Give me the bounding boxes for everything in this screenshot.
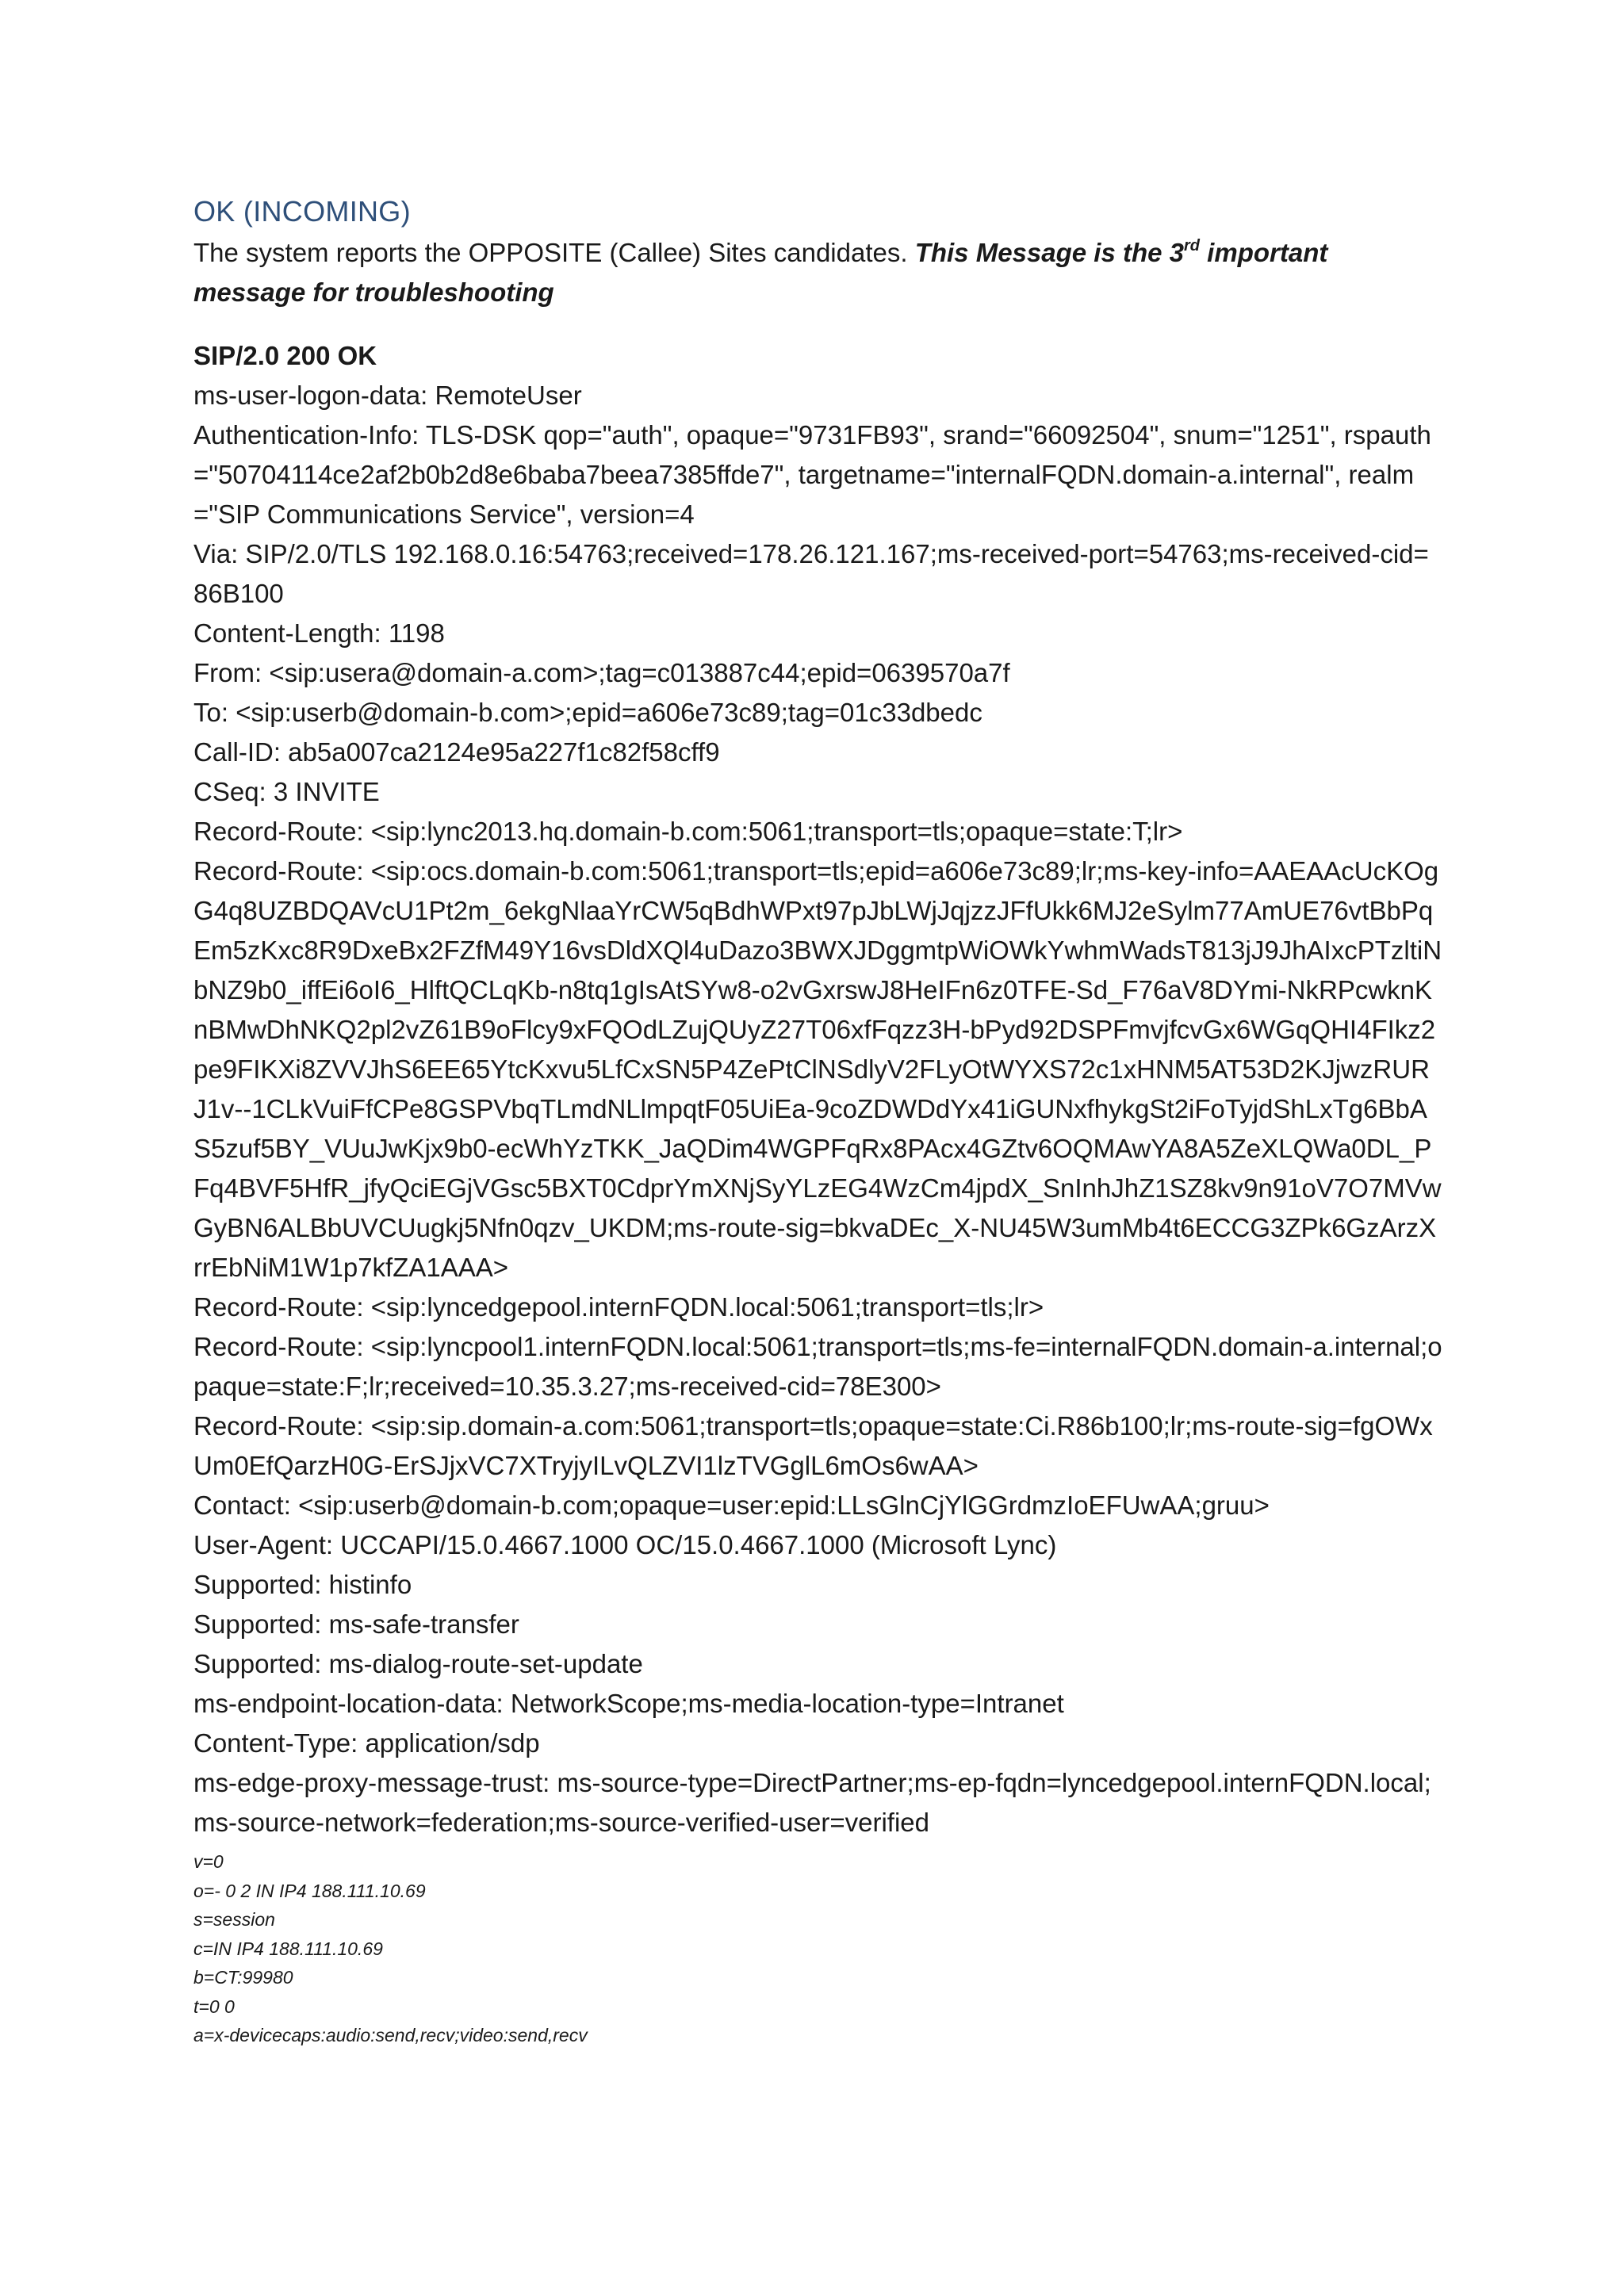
sip-header-line: Supported: ms-safe-transfer — [193, 1609, 519, 1639]
sip-header-line: ms-user-logon-data: RemoteUser — [193, 381, 582, 410]
sip-header-line: ms-endpoint-location-data: NetworkScope;ms-media-location-type=Intranet — [193, 1689, 1064, 1718]
sdp-body — [193, 1847, 1442, 2050]
sip-header-line: From: <sip:usera@domain-a.com>;tag=c013887c44;epid=0639570a7f — [193, 658, 1010, 687]
sip-header-line: Content-Type: application/sdp — [193, 1728, 540, 1758]
sdp-line: t=0 0 — [193, 1996, 235, 2017]
sip-header-line: Record-Route: <sip:ocs.domain-b.com:5061;transport=tls;epid=a606e73c89;lr;ms-key-info=AAEAAcUcKOgG4q8UZBDQAVcU1Pt2m_6ekgNlaaYrCW5qBdhWPxt97pJbLWjJqjzzJFfUkk6MJ2eSylm77AmUE76vtBbPqEm5zKxc8R9DxeBx2FZfM49Y16vsDldXQl4uDazo3BWXJDggmtpWiOWkYwhmWadsT813jJ9JhAIxcPTzltiNbNZ9b0_iffEi6oI6_HlftQCLqKb-n8tq1gIsAtSYw8-o2vGxrswJ8HeIFn6z0TFE-Sd_F76aV8DYmi-NkRPcwknKnBMwDhNKQ2pl2vZ61B9oFlcy9xFQOdLZujQUyZ27T06xfFqzz3H-bPyd92DSPFmvjfcvGx6WGqQHI4FIkz2pe9FIKXi8ZVVJhS6EE65YtcKxvu5LfCxSN5P4ZePtClNSdlyV2FLyOtWYXS72c1xHNM5AT53D2KJjwzRURJ1v--1CLkVuiFfCPe8GSPVbqTLmdNLlmpqtF05UiEa-9coZDWDdYx41iGUNxfhykgSt2iFoTyjdShLxTg6BbAS5zuf5BY_VUuJwKjx9b0-ecWhYzTKK_JaQDim4WGPFqRx8PAcx4GZtv6OQMAwYA8A5ZeXLQWa0DL_PFq4BVF5HfR_jfyQciEGjVGsc5BXT0CdprYmXNjSyYLzEG4WzCm4jpdX_SnInhJhZ1SZ8kv9n91oV7O7MVwGyBN6ALBbUVCUugkj5Nfn0qzv_UKDM;ms-route-sig=bkvaDEc_X-NU45W3umMb4t6ECCG3ZPk6GzArzXrrEbNiM1W1p7kfZA1AAA> — [193, 856, 1442, 1282]
sip-header-line: ms-edge-proxy-message-trust: ms-source-type=DirectPartner;ms-ep-fqdn=lyncedgepool.internFQDN.local;ms-source-network=federation;ms-source-verified-user=verified — [193, 1768, 1431, 1837]
sip-header-line: Content-Length: 1198 — [193, 618, 445, 648]
sip-header-line: Record-Route: <sip:sip.domain-a.com:5061;transport=tls;opaque=state:Ci.R86b100;lr;ms-route-sig=fgOWxUm0EfQarzH0G-ErSJjxVC7XTryjyILvQLZVI1lzTVGglL6mOs6wAA> — [193, 1411, 1433, 1480]
sip-status-line: SIP/2.0 200 OK — [193, 341, 377, 370]
sdp-line: v=0 — [193, 1851, 224, 1872]
document-content — [193, 192, 1442, 2050]
sip-header-line: Record-Route: <sip:lync2013.hq.domain-b.com:5061;transport=tls;opaque=state:T;lr> — [193, 817, 1183, 846]
sip-header-line: Authentication-Info: TLS-DSK qop="auth", opaque="9731FB93", srand="66092504", snum="1251", rspauth="50704114ce2af2b0b2d8e6baba7beea7385ffde7", targetname="internalFQDN.domain-a.internal", realm="SIP Communications Service", version=4 — [193, 420, 1431, 529]
sip-header-line: Record-Route: <sip:lyncpool1.internFQDN.local:5061;transport=tls;ms-fe=internalFQDN.domain-a.internal;opaque=state:F;lr;received=10.35.3.27;ms-received-cid=78E300> — [193, 1332, 1442, 1401]
sip-header-line: To: <sip:userb@domain-b.com>;epid=a606e73c89;tag=01c33dbedc — [193, 698, 982, 727]
sip-header-line: CSeq: 3 INVITE — [193, 777, 380, 806]
sip-header-line: Supported: ms-dialog-route-set-update — [193, 1649, 643, 1678]
sip-header-line: Via: SIP/2.0/TLS 192.168.0.16:54763;received=178.26.121.167;ms-received-port=54763;ms-received-cid=86B100 — [193, 539, 1429, 608]
intro-paragraph — [193, 233, 1442, 312]
section-heading: OK (INCOMING) — [193, 195, 411, 228]
sip-header-line: User-Agent: UCCAPI/15.0.4667.1000 OC/15.0.4667.1000 (Microsoft Lync) — [193, 1530, 1057, 1559]
intro-emphasis-after: important message for troubleshooting — [193, 238, 1328, 307]
sip-message — [193, 336, 1442, 2050]
sdp-line: s=session — [193, 1909, 275, 1930]
sip-header-line: Contact: <sip:userb@domain-b.com;opaque=user:epid:LLsGlnCjYlGGrdmzIoEFUwAA;gruu> — [193, 1490, 1270, 1520]
intro-plain-text: The system reports the OPPOSITE (Callee) Sites candidates. — [193, 238, 915, 267]
sdp-line: b=CT:99980 — [193, 1967, 293, 1988]
sdp-line: o=- 0 2 IN IP4 188.111.10.69 — [193, 1880, 426, 1901]
sip-header-line: Call-ID: ab5a007ca2124e95a227f1c82f58cff9 — [193, 737, 720, 767]
sip-header-line: Supported: histinfo — [193, 1570, 412, 1599]
intro-ordinal-superscript: rd — [1184, 237, 1201, 254]
sip-header-line: Record-Route: <sip:lyncedgepool.internFQDN.local:5061;transport=tls;lr> — [193, 1292, 1044, 1322]
intro-emphasis-before: This Message is the 3 — [914, 238, 1185, 267]
sdp-line: a=x-devicecaps:audio:send,recv;video:send,recv — [193, 2025, 588, 2045]
sdp-line: c=IN IP4 188.111.10.69 — [193, 1938, 383, 1959]
